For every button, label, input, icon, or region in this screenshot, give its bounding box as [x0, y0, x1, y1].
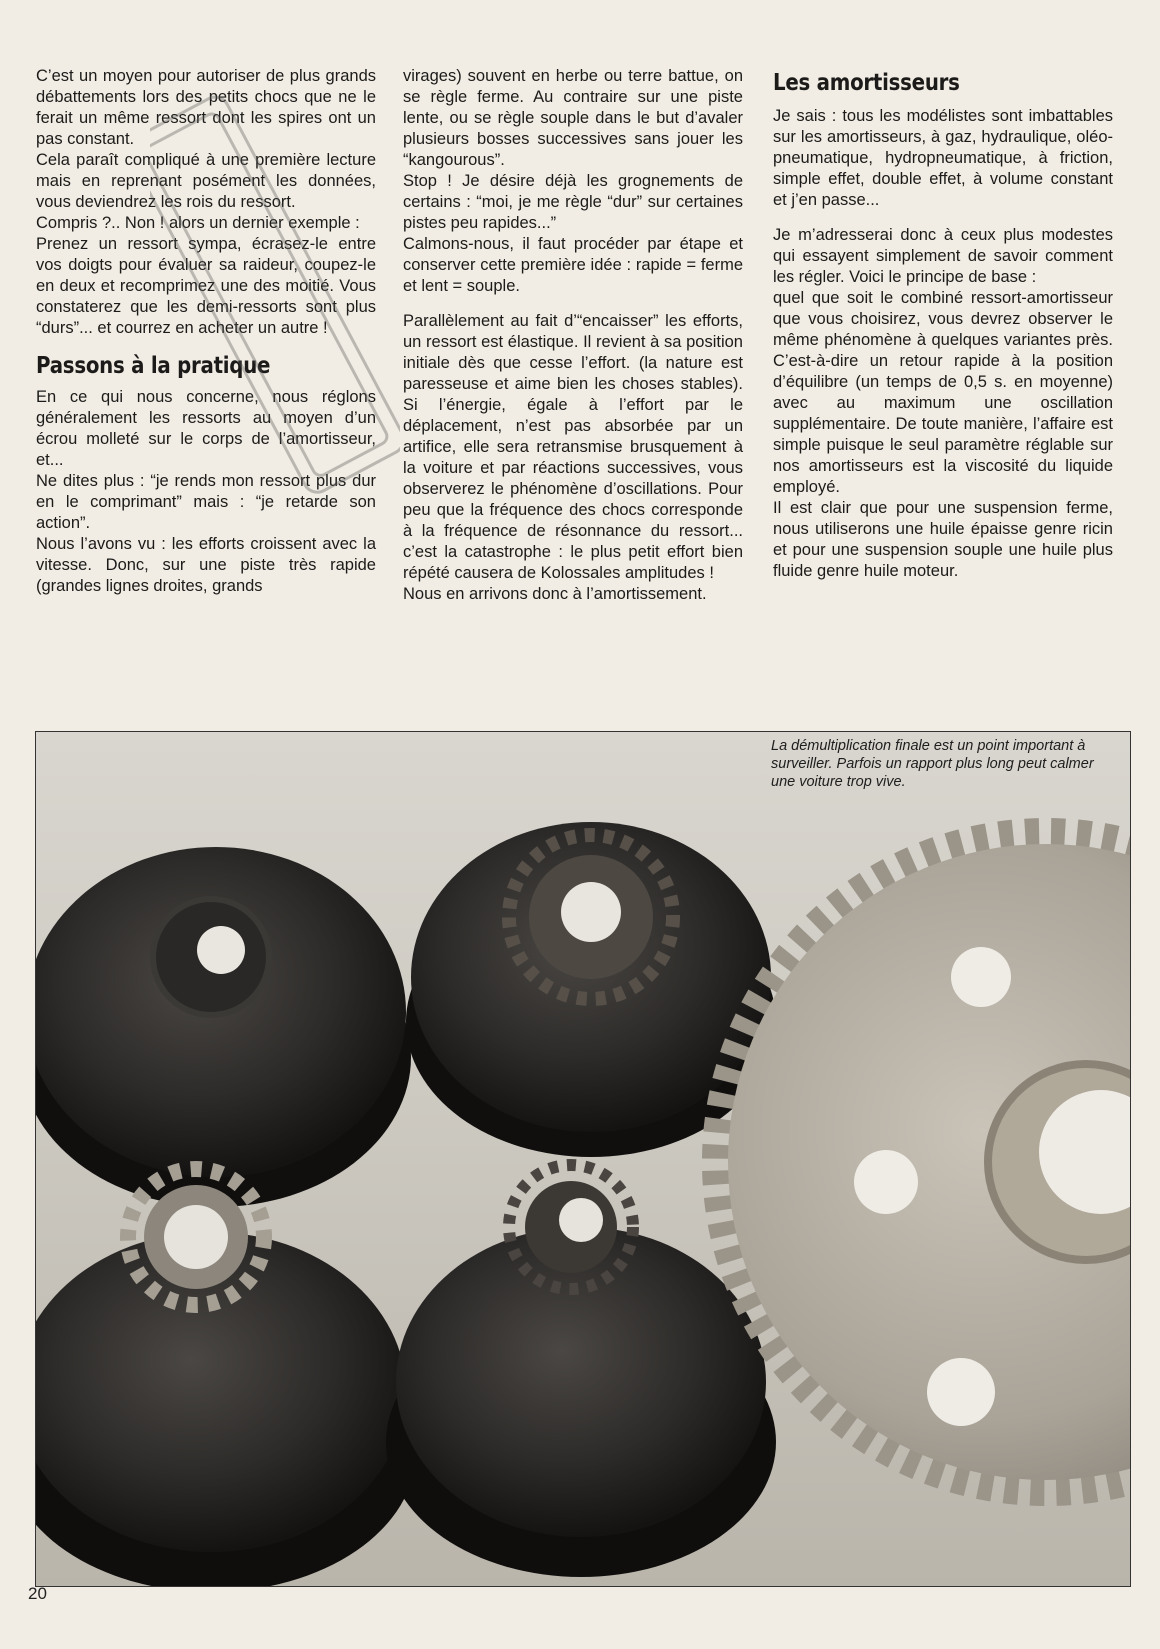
paragraph: Calmons-nous, il faut procéder par étape et conserver cette première idée : rapide = ferme et lent = souple.: [403, 235, 743, 295]
paragraph: C’est un moyen pour autoriser de plus grands débattements lors des petits chocs que ne le ferait un même ressort dont les spires ont un pas constant.: [36, 67, 376, 148]
spur-gear: [716, 832, 1131, 1492]
paragraph: Il est clair que pour une suspension ferme, nous utiliserons une huile épaisse genre ricin et pour une suspension souple une huile plus fluide genre huile moteur.: [773, 499, 1113, 580]
section-heading: Passons à la pratique: [36, 353, 271, 379]
paragraph: Ne dites plus : “je rends mon ressort plus dur en le comprimant” mais : “je retarde son action”.: [36, 472, 376, 532]
page-number: 20: [28, 1584, 47, 1603]
paragraph: Prenez un ressort sympa, écrasez-le entre vos doigts pour évaluer sa raideur, coupez-le en deux et recomprimez une des moitié. Vous constaterez que les demi-ressorts sont plus “durs”... et courrez en acheter un autre !: [36, 235, 376, 337]
gears-photo: [35, 731, 1131, 1587]
clutch-bell-3: [36, 1169, 416, 1587]
paragraph: Nous l’avons vu : les efforts croissent avec la vitesse. Donc, sur une piste très rapide (grandes lignes droites, grands: [36, 535, 376, 595]
photo-caption: La démultiplication finale est un point important à surveiller. Parfois un rapport plus long peut calmer une voiture trop vive.: [771, 738, 1094, 790]
clutch-bell-2: [406, 822, 776, 1157]
paragraph: Cela paraît compliqué à une première lecture mais en reprenant posément les données, vous deviendrez les rois du ressort.: [36, 151, 376, 211]
paragraph: quel que soit le combiné ressort-amortisseur que vous choisirez, vous devrez observer le même phénomène à quelques variantes près. C’est-à-dire un retour rapide à la position d’équilibre (un temps de 0,5 s. en moyenne) avec au maximum une oscillation supplémentaire. De toute manière, l’affaire est simple puisque le seul paramètre réglable sur nos amortisseurs est la viscosité du liquide employé.: [773, 289, 1113, 496]
paragraph: Parallèlement au fait d’“encaisser” les efforts, un ressort est élastique. Il revient à sa position initiale dès que cesse l’effort. (la nature est paresseuse et aime bien les choses stables). Si l’énergie, égale à l’effort par le déplacement, n’est pas absorbée par un artifice, elle sera retransmise brusquement à la voiture et par réactions successives, vous observerez le phénomène d’oscillations. Pour peu que la fréquence des chocs corresponde à la fréquence de résonnance du ressort... c’est la catastrophe : le plus petit effort bien répété causera de Kolossales amplitudes !: [403, 312, 743, 582]
text-column-1: [36, 66, 376, 597]
text-column-3: [773, 66, 1113, 582]
paragraph: Nous en arrivons donc à l’amortissement.: [403, 585, 707, 603]
paragraph: Compris ?.. Non ! alors un dernier exemple :: [36, 214, 360, 232]
paragraph: Je m’adresserai donc à ceux plus modestes qui essayent simplement de savoir comment les régler. Voici le principe de base :: [773, 226, 1113, 286]
paragraph: En ce qui nous concerne, nous réglons généralement les ressorts au moyen d’un écrou molleté sur le corps de l’amortisseur, et...: [36, 388, 376, 469]
paragraph: Stop ! Je désire déjà les grognements de certains : “moi, je me règle “dur” sur certaines pistes peu rapides...”: [403, 172, 743, 232]
gears-illustration: [36, 732, 1131, 1587]
section-heading: Les amortisseurs: [773, 70, 960, 96]
clutch-bell-1: [36, 847, 411, 1207]
paragraph: virages) souvent en herbe ou terre battue, on se règle ferme. Au contraire sur une piste lente, ou se règle souple dans le but d’avaler plusieurs bosses successives sans jouer les “kangourous”.: [403, 67, 743, 169]
paragraph: Je sais : tous les modélistes sont imbattables sur les amortisseurs, à gaz, hydraulique, oléo-pneumatique, hydropneumatique, à friction, simple effet, double effet, à volume constant et j’en passe...: [773, 107, 1113, 209]
text-column-2: [403, 66, 743, 605]
